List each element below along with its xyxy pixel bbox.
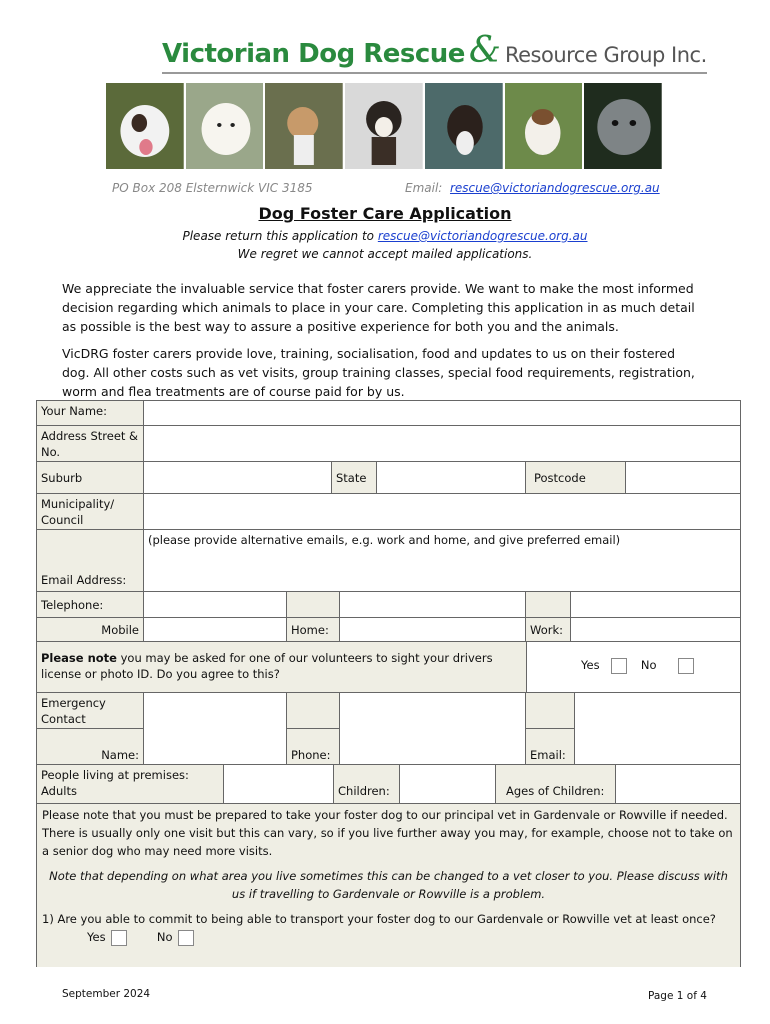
header-email-line (405, 181, 660, 195)
license-no-label: No (640, 658, 657, 672)
page-title: Dog Foster Care Application (258, 204, 512, 223)
input-emergency-email[interactable] (574, 692, 741, 765)
vet-note-italic: Note that depending on what area you live sometimes this can be changed to a vet closer to you. Please discuss with us if travelling to Gardenvale or Rowville is a problem. (49, 869, 728, 901)
question-1: 1) Are you able to commit to being able to transport your foster dog to our Gardenvale or Rowville vet at least once? (42, 912, 716, 926)
subtitle-line-1 (0, 229, 770, 243)
license-yes-label: Yes (581, 658, 600, 672)
input-mobile[interactable] (143, 617, 287, 642)
q1-no-checkbox[interactable] (178, 930, 194, 946)
input-tel-a[interactable] (143, 591, 287, 618)
label-municipality: Municipality/ Council (36, 493, 144, 530)
license-yes-checkbox[interactable] (611, 658, 627, 674)
spacer-emergency-phone (286, 692, 340, 729)
input-address[interactable] (143, 425, 741, 462)
logo-ampersand: & (468, 30, 501, 71)
po-box: PO Box 208 Elsternwick VIC 3185 (112, 181, 313, 195)
q1-yes-checkbox[interactable] (111, 930, 127, 946)
dog-photo (265, 83, 343, 169)
footer-page: Page 1 of 4 (648, 990, 707, 1002)
label-people-living (36, 764, 224, 804)
label-address: Address Street & No. (36, 425, 144, 462)
vet-note: Please note that you must be prepared to take your foster dog to our principal vet in Gardenvale or Rowville if needed. There is usually only one visit but this can vary, so if you live further away you may, for example, choose not to take on a senior dog who may need more visits. (42, 808, 733, 858)
input-postcode[interactable] (625, 461, 741, 494)
email-note: (please provide alternative emails, e.g. work and home, and give preferred email) (148, 533, 621, 547)
spacer-tel-home (286, 591, 340, 618)
label-children: Children: (333, 764, 400, 804)
subtitle-line-2: We regret we cannot accept mailed applications. (237, 247, 533, 261)
label-emergency-email: Email: (525, 728, 575, 765)
input-adults[interactable] (223, 764, 334, 804)
label-state: State (331, 461, 377, 494)
dog-photo (106, 83, 184, 169)
q1-yes-label: Yes (87, 930, 106, 944)
input-emergency-phone[interactable] (339, 692, 526, 765)
dog-photo (186, 83, 264, 169)
input-tel-c[interactable] (570, 591, 741, 618)
label-telephone: Telephone: (36, 591, 144, 618)
subtitle-email-link[interactable]: rescue@victoriandogrescue.org.au (377, 229, 588, 243)
vet-note-block (36, 803, 741, 967)
input-email-address[interactable] (143, 529, 741, 592)
q1-no-label: No (156, 930, 173, 944)
logo-sub: Resource Group Inc. (504, 43, 707, 67)
license-note-text: you may be asked for one of our volunteers to sight your drivers license or photo ID. Do you agree to this? (41, 651, 493, 681)
header-email-link[interactable]: rescue@victoriandogrescue.org.au (449, 181, 660, 195)
logo-underline (162, 72, 707, 74)
label-work: Work: (525, 617, 571, 642)
label-home: Home: (286, 617, 340, 642)
label-your-name: Your Name: (36, 400, 144, 426)
header-email-label: Email: (405, 181, 443, 195)
license-note-bold: Please note (41, 651, 117, 665)
intro-paragraph-1: We appreciate the invaluable service that foster carers provide. We want to make the most informed decision regarding which animals to place in your care. Completing this application in as much detail as possible is the best way to assure a positive experience for both you and the animals. (62, 281, 695, 334)
input-emergency-name[interactable] (143, 692, 287, 765)
label-ages-children: Ages of Children: (495, 764, 616, 804)
input-ages-children[interactable] (615, 764, 741, 804)
footer-date: September 2024 (62, 988, 151, 1000)
spacer-tel-work (525, 591, 571, 618)
label-emergency-contact: Emergency Contact (36, 692, 144, 729)
intro-paragraph-2: VicDRG foster carers provide love, training, socialisation, food and updates to us on their fostered dog. All other costs such as vet visits, group training classes, special food requirements, registration, worm and flea treatments are of course paid for by us. (62, 346, 695, 399)
label-postcode: Postcode (525, 461, 626, 494)
spacer-emergency-email (525, 692, 575, 729)
label-suburb: Suburb (36, 461, 144, 494)
input-children[interactable] (399, 764, 496, 804)
dog-photo (584, 83, 662, 169)
input-suburb[interactable] (143, 461, 332, 494)
input-work[interactable] (570, 617, 741, 642)
logo (162, 30, 707, 76)
subtitle-prefix: Please return this application to (182, 229, 374, 243)
dog-photo (425, 83, 503, 169)
input-your-name[interactable] (143, 400, 741, 426)
dog-photo-strip (106, 83, 662, 169)
people-living-text: People living at premises: (41, 768, 189, 782)
input-home[interactable] (339, 617, 526, 642)
label-email-address: Email Address: (36, 529, 144, 592)
dog-photo (505, 83, 583, 169)
question-1-options (87, 928, 735, 946)
adults-text: Adults (41, 784, 77, 798)
license-yes-no (526, 641, 741, 693)
license-note (36, 641, 527, 693)
label-mobile: Mobile (36, 617, 144, 642)
logo-main: Victorian Dog Rescue (162, 39, 465, 69)
input-municipality[interactable] (143, 493, 741, 530)
input-tel-b[interactable] (339, 591, 526, 618)
license-no-checkbox[interactable] (678, 658, 694, 674)
label-emergency-name: Name: (36, 728, 144, 765)
input-state[interactable] (376, 461, 526, 494)
label-emergency-phone: Phone: (286, 728, 340, 765)
dog-photo (345, 83, 423, 169)
